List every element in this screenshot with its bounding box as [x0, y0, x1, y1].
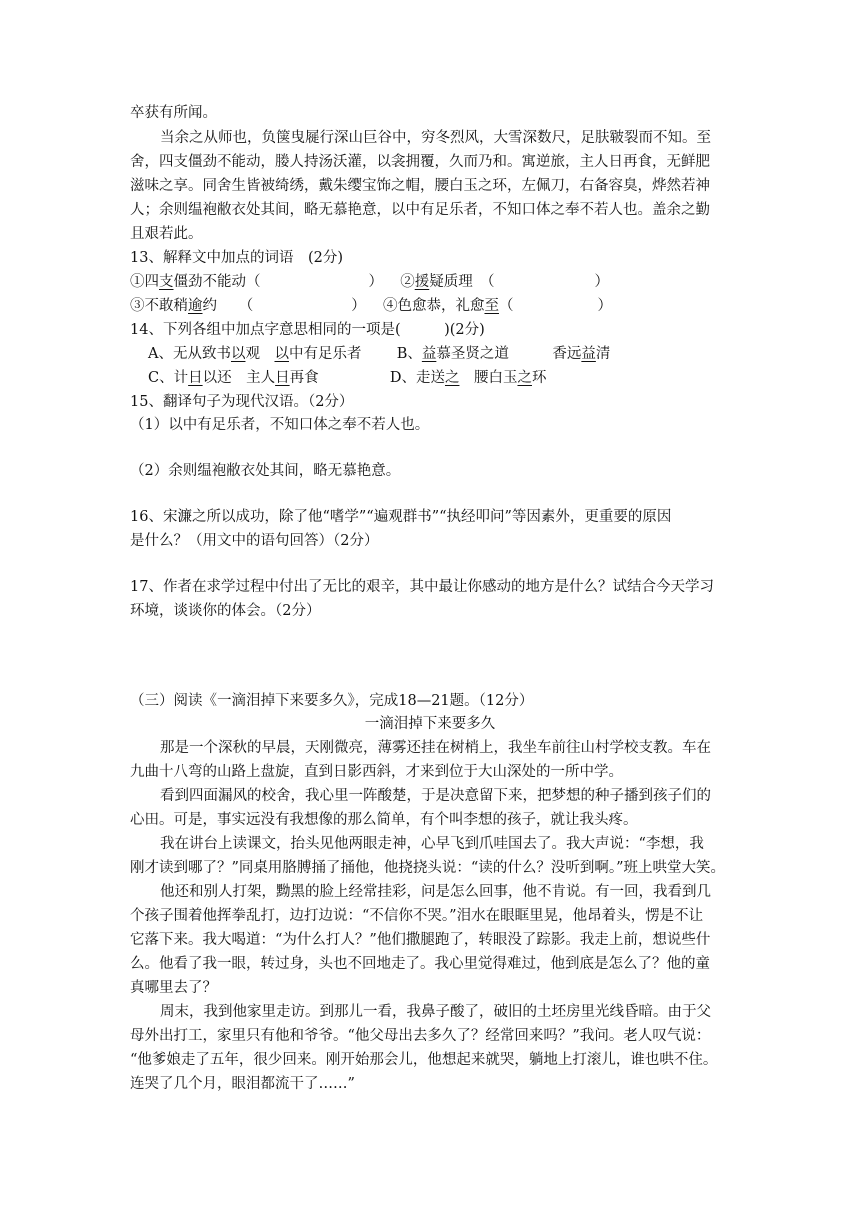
- dotted-word: 支: [159, 274, 174, 290]
- story-line: 真哪里去了？: [130, 980, 217, 996]
- question-15-sentence-2: （2）余则缊袍敝衣处其间，略无慕艳意。: [130, 463, 401, 479]
- story-line: 他还和别人打架，黝黑的脸上经常挂彩，问是怎么回事，他不肯说。有一回，我看到几: [160, 884, 711, 900]
- question-15-title: 15、翻译句子为现代汉语。（2分）: [130, 394, 354, 410]
- story-line: 我在讲台上读课文，抬头见他两眼走神，心早飞到爪哇国去了。我大声说：“李想，我: [160, 836, 704, 852]
- question-13-row-2: ③不敢稍逾约 （ ） ④色愈恭，礼愈至（ ）: [130, 298, 612, 314]
- question-13-title: 13、解释文中加点的词语 (2分): [130, 250, 343, 266]
- question-14-options-ab: [148, 343, 610, 365]
- story-line: 九曲十八弯的山路上盘旋，直到日影西斜，才来到位于大山深处的一所中学。: [130, 764, 623, 780]
- story-line: 么。他看了我一眼，转过身，头也不回地走了。我心里觉得难过，他到底是怎么了？他的童: [130, 956, 710, 972]
- story-line: 刚才读到哪了？”同桌用胳膊捅了捅他，他挠挠头说：“读的什么？没听到啊。”班上哄堂大笑。: [130, 860, 725, 876]
- question-17-line: 17、作者在求学过程中付出了无比的艰辛，其中最让你感动的地方是什么？试结合今天学习: [130, 579, 714, 595]
- story-line: 看到四面漏风的校舍，我心里一阵酸楚，于是决意留下来，把梦想的种子播到孩子们的: [160, 788, 711, 804]
- question-16-line: 是什么？（用文中的语句回答）（2分）: [130, 533, 379, 549]
- story-line: 那是一个深秋的早晨，天刚微亮，薄雾还挂在树梢上，我坐车前往山村学校支教。车在: [160, 740, 711, 756]
- story-line: 个孩子围着他挥拳乱打，边打边说：“不信你不哭。”泪水在眼眶里晃，他昂着头，愣是不让: [130, 908, 704, 924]
- story-line: 周末，我到他家里走访。到那儿一看，我鼻子酸了，破旧的土坯房里光线昏暗。由于父: [160, 1004, 711, 1020]
- question-15-sentence-1: （1）以中有足乐者，不知口体之奉不若人也。: [130, 417, 430, 433]
- option-c[interactable]: C、计日以还 主人日再食: [148, 370, 319, 386]
- passage-line: 当余之从师也，负箧曳屣行深山巨谷中，穷冬烈风，大雪深数尺，足肤皲裂而不知。至: [160, 130, 711, 146]
- story-line: 连哭了几个月，眼泪都流干了……”: [130, 1076, 355, 1092]
- section-3-heading: （三）阅读《一滴泪掉下来要多久》，完成18—21题。（12分）: [130, 693, 534, 709]
- question-17-line: 环境，谈谈你的体会。（2分）: [130, 603, 321, 619]
- passage-line: 人；余则缊袍敝衣处其间，略无慕艳意，以中有足乐者，不知口体之奉不若人也。盖余之勤: [130, 202, 710, 218]
- question-16-line: 16、宋濂之所以成功，除了他“嗜学”“遍观群书”“执经叩问”等因素外，更重要的原因: [130, 509, 672, 525]
- dotted-word: 逾: [188, 298, 203, 314]
- story-line: 母外出打工，家里只有他和爷爷。“他父母出去多久了？经常回来吗？”我问。老人叹气说：: [130, 1028, 711, 1044]
- question-14-title: 14、下列各组中加点字意思相同的一项是( )(2分): [130, 322, 485, 338]
- passage-line: 滋味之享。同舍生皆被绮绣，戴朱缨宝饰之帽，腰白玉之环，左佩刀，右备容臭，烨然若神: [130, 178, 710, 194]
- story-line: “他爹娘走了五年，很少回来。刚开始那会儿，他想起来就哭，躺地上打滚儿，谁也哄不住。: [130, 1052, 718, 1068]
- question-14-options-cd: [148, 367, 546, 389]
- dotted-word: 至: [484, 298, 499, 314]
- passage-line: 舍，四支僵劲不能动，媵人持汤沃灌，以衾拥覆，久而乃和。寓逆旅，主人日再食，无鲜肥: [130, 154, 710, 170]
- question-13-row-1: ①四支僵劲不能动（ ） ②援疑质理 （ ）: [130, 274, 609, 290]
- story-line: 它落下来。我大喝道：“为什么打人？”他们撒腿跑了，转眼没了踪影。我走上前，想说些什: [130, 932, 711, 948]
- passage-line: 且艰若此。: [130, 226, 203, 242]
- option-a[interactable]: A、无从致书以观 以中有足乐者: [148, 346, 362, 362]
- option-b[interactable]: B、益慕圣贤之道 香远益清: [396, 346, 611, 362]
- option-d[interactable]: D、走送之 腰白玉之环: [389, 370, 547, 386]
- story-line: 心田。可是，事实远没有我想像的那么简单，有个叫李想的孩子，就让我头疼。: [130, 812, 638, 828]
- passage-tail: 卒获有所闻。: [130, 105, 217, 121]
- dotted-word: 援: [414, 274, 430, 290]
- story-title: 一滴泪掉下来要多久: [364, 716, 496, 732]
